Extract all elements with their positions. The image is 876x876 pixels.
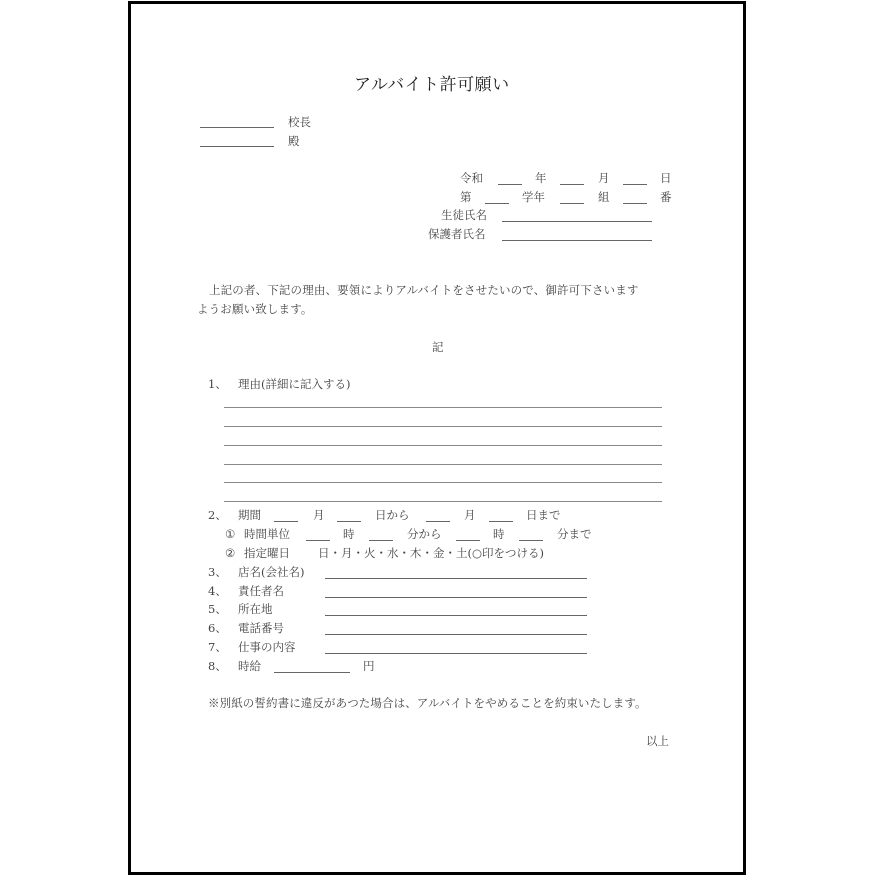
time-min1-blank[interactable] <box>369 540 393 541</box>
item2-number: 2、 <box>208 508 227 522</box>
sir-suffix: 殿 <box>288 134 300 148</box>
pledge-note: ※別紙の誓約書に違反があつた場合は、アルバイトをやめることを約束いたします。 <box>208 696 647 710</box>
item1-number: 1、 <box>208 377 227 391</box>
year-blank[interactable] <box>498 184 522 185</box>
time-hour1-blank[interactable] <box>306 540 330 541</box>
guardian-name-blank[interactable] <box>502 240 652 241</box>
year-label: 年 <box>535 171 547 185</box>
time-min2-blank[interactable] <box>519 540 543 541</box>
phone-blank[interactable] <box>325 634 587 635</box>
era-label: 令和 <box>460 171 483 185</box>
item3-label: 店名(会社名) <box>238 565 305 579</box>
sir-name-blank[interactable] <box>200 146 274 147</box>
reason-line-6[interactable] <box>224 501 662 502</box>
student-name-label: 生徒氏名 <box>441 208 487 222</box>
item2-label: 期間 <box>238 508 261 522</box>
grade-blank[interactable] <box>485 203 509 204</box>
time-hour2-label: 時 <box>493 527 505 541</box>
weekday-label: 指定曜日 <box>244 546 290 560</box>
weekday-marker: ② <box>225 546 236 560</box>
item8-number: 8、 <box>208 659 227 673</box>
address-blank[interactable] <box>325 615 587 616</box>
reason-line-2[interactable] <box>224 426 662 427</box>
wage-blank[interactable] <box>274 672 350 673</box>
guardian-name-label: 保護者氏名 <box>428 227 486 241</box>
reason-line-3[interactable] <box>224 445 662 446</box>
time-min-from-label: 分から <box>407 527 442 541</box>
principal-name-blank[interactable] <box>200 127 274 128</box>
period-day2-blank[interactable] <box>489 521 513 522</box>
document-title: アルバイト許可願い <box>354 75 510 95</box>
group-label: 組 <box>598 190 610 204</box>
day-label: 日 <box>660 171 672 185</box>
time-unit-marker: ① <box>225 527 236 541</box>
reason-line-1[interactable] <box>224 407 662 408</box>
time-hour1-label: 時 <box>343 527 355 541</box>
period-day-to-label: 日まで <box>526 508 561 522</box>
principal-suffix: 校長 <box>288 115 311 129</box>
closing-text: 以上 <box>646 734 669 748</box>
manager-name-blank[interactable] <box>325 597 587 598</box>
number-label: 番 <box>660 190 672 204</box>
body-text-line2: ようお願い致します。 <box>197 302 313 316</box>
ki-heading: 記 <box>432 340 444 354</box>
item6-number: 6、 <box>208 621 227 635</box>
time-unit-label: 時間単位 <box>244 527 290 541</box>
item3-number: 3、 <box>208 565 227 579</box>
wage-unit: 円 <box>363 659 375 673</box>
shop-name-blank[interactable] <box>325 578 587 579</box>
item5-label: 所在地 <box>238 602 273 616</box>
group-blank[interactable] <box>560 203 584 204</box>
time-hour2-blank[interactable] <box>456 540 480 541</box>
item6-label: 電話番号 <box>238 621 284 635</box>
weekday-options[interactable]: 日・月・火・水・木・金・土(○印をつける) <box>318 546 545 560</box>
body-text-line1: 上記の者、下記の理由、要領によりアルバイトをさせたいので、御許可下さいます <box>209 283 639 297</box>
reason-line-4[interactable] <box>224 464 662 465</box>
item4-label: 責任者名 <box>238 584 284 598</box>
item5-number: 5、 <box>208 602 227 616</box>
item7-label: 仕事の内容 <box>238 640 296 654</box>
period-month1-blank[interactable] <box>274 521 298 522</box>
time-min-to-label: 分まで <box>557 527 592 541</box>
period-day-from-label: 日から <box>375 508 410 522</box>
month-blank[interactable] <box>560 184 584 185</box>
item8-label: 時給 <box>238 659 261 673</box>
day-blank[interactable] <box>623 184 647 185</box>
period-month1-label: 月 <box>313 508 325 522</box>
period-day1-blank[interactable] <box>337 521 361 522</box>
number-blank[interactable] <box>623 203 647 204</box>
job-content-blank[interactable] <box>325 653 587 654</box>
month-label: 月 <box>598 171 610 185</box>
reason-line-5[interactable] <box>224 482 662 483</box>
student-name-blank[interactable] <box>502 221 652 222</box>
item1-label: 理由(詳細に記入する) <box>238 377 351 391</box>
period-month2-label: 月 <box>464 508 476 522</box>
item4-number: 4、 <box>208 584 227 598</box>
grade-prefix: 第 <box>460 190 472 204</box>
period-month2-blank[interactable] <box>426 521 450 522</box>
item7-number: 7、 <box>208 640 227 654</box>
grade-label: 学年 <box>522 190 545 204</box>
